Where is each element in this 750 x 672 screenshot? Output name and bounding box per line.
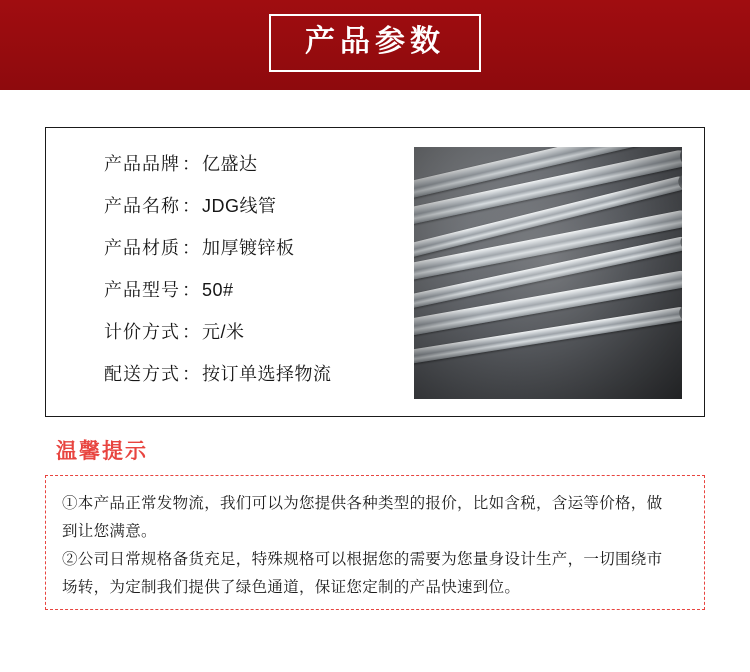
spec-value: 50# [202, 280, 234, 300]
page-title: 产品参数 [305, 25, 445, 58]
spec-colon: ： [182, 196, 200, 216]
spec-row [104, 150, 414, 192]
spec-row [104, 234, 414, 276]
pipe-end-cap [679, 235, 682, 251]
spec-value: JDG线管 [202, 196, 277, 216]
spec-row [104, 276, 414, 318]
spec-row [104, 192, 414, 234]
pipe-end-cap [678, 306, 682, 322]
spec-colon: ： [182, 154, 200, 174]
spec-label: 产品材质 [104, 238, 180, 258]
tip-line: 场转，为定制我们提供了绿色通道，保证您定制的产品快速到位。 [62, 579, 521, 596]
page-title-frame [269, 14, 481, 72]
spec-row [104, 360, 414, 402]
spec-value: 亿盛达 [202, 154, 258, 174]
spec-label: 产品品牌 [104, 154, 180, 174]
pipe-end-cap [679, 148, 682, 167]
tip-line: ①本产品正常发物流，我们可以为您提供各种类型的报价，比如含税，含运等价格，做 [62, 495, 663, 512]
product-spec-list [46, 128, 414, 416]
spec-colon: ： [182, 364, 200, 384]
spec-value: 按订单选择物流 [202, 364, 332, 384]
spec-label: 产品型号 [104, 280, 180, 300]
spec-colon: ： [182, 322, 200, 342]
page-body [0, 90, 750, 672]
spec-row [104, 318, 414, 360]
spec-colon: ： [182, 238, 200, 258]
spec-value: 加厚镀锌板 [202, 238, 295, 258]
product-spec-panel [45, 127, 705, 417]
pipe-end-cap [681, 269, 682, 288]
spec-colon: ： [182, 280, 200, 300]
tips-box [45, 475, 705, 610]
pipe-end-cap [681, 208, 682, 227]
tips-title: 温馨提示 [56, 440, 148, 463]
tip-line: 到让您满意。 [62, 523, 157, 540]
spec-label: 配送方式 [104, 364, 180, 384]
product-photo [414, 147, 682, 399]
spec-label: 产品名称 [104, 196, 180, 216]
tip-line: ②公司日常规格备货充足，特殊规格可以根据您的需要为您量身设计生产，一切围绕市 [62, 551, 663, 568]
spec-value: 元/米 [202, 322, 245, 342]
pipe-end-cap [677, 174, 682, 190]
spec-label: 计价方式 [104, 322, 180, 342]
page-header-banner [0, 0, 750, 90]
